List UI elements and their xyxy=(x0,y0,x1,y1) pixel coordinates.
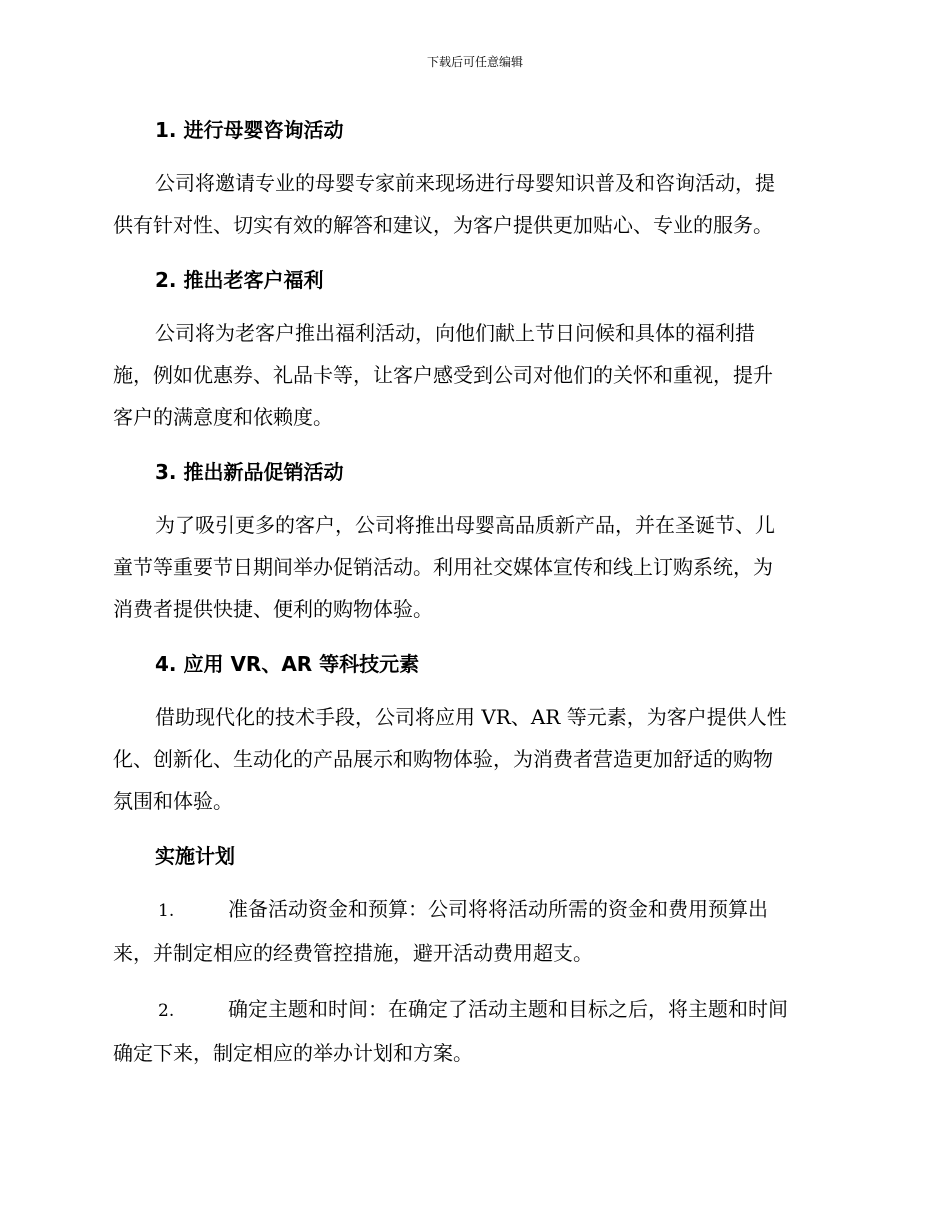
paragraph-line: 氛围和体验。 xyxy=(113,789,233,813)
section-paragraph xyxy=(113,504,833,630)
paragraph-line: 客户的满意度和依赖度。 xyxy=(113,405,333,429)
paragraph-line: 童节等重要节日期间举办促销活动。利用社交媒体宣传和线上订购系统，为 xyxy=(113,555,773,579)
plan-item-number: 2. xyxy=(158,1001,175,1021)
plan-list-item xyxy=(113,988,833,1074)
section-heading: 2. 推出老客户福利 xyxy=(155,268,324,292)
paragraph-line: 化、创新化、生动化的产品展示和购物体验，为消费者营造更加舒适的购物 xyxy=(113,747,773,771)
section-heading: 3. 推出新品促销活动 xyxy=(155,460,344,484)
section-heading: 4. 应用 VR、AR 等科技元素 xyxy=(155,652,420,676)
plan-item-text: 准备活动资金和预算：公司将将活动所需的资金和费用预算出 xyxy=(228,897,768,921)
document-body xyxy=(113,110,833,1088)
paragraph-line: 施，例如优惠券、礼品卡等，让客户感受到公司对他们的关怀和重视，提升 xyxy=(113,363,773,387)
paragraph-line: 公司将为老客户推出福利活动，向他们献上节日问候和具体的福利措 xyxy=(155,321,755,345)
paragraph-line: 供有针对性、切实有效的解答和建议，为客户提供更加贴心、专业的服务。 xyxy=(113,213,773,237)
section-paragraph xyxy=(113,696,833,822)
section-heading: 1. 进行母婴咨询活动 xyxy=(155,118,344,142)
paragraph-line: 为了吸引更多的客户，公司将推出母婴高品质新产品，并在圣诞节、儿 xyxy=(155,513,775,537)
page-header: 下载后可任意编辑 xyxy=(426,55,523,69)
section-paragraph xyxy=(113,312,833,438)
plan-item-text: 确定下来，制定相应的举办计划和方案。 xyxy=(113,1041,473,1065)
section-paragraph xyxy=(113,162,833,246)
plan-list-item xyxy=(113,888,833,974)
paragraph-line: 消费者提供快捷、便利的购物体验。 xyxy=(113,597,433,621)
plan-heading: 实施计划 xyxy=(155,844,235,868)
plan-item-text: 来，并制定相应的经费管控措施，避开活动费用超支。 xyxy=(113,941,593,965)
paragraph-line: 公司将邀请专业的母婴专家前来现场进行母婴知识普及和咨询活动，提 xyxy=(155,171,775,195)
plan-item-number: 1. xyxy=(158,901,175,921)
paragraph-line: 借助现代化的技术手段，公司将应用 VR、AR 等元素，为客户提供人性 xyxy=(155,705,787,729)
plan-item-text: 确定主题和时间：在确定了活动主题和目标之后，将主题和时间 xyxy=(228,997,788,1021)
